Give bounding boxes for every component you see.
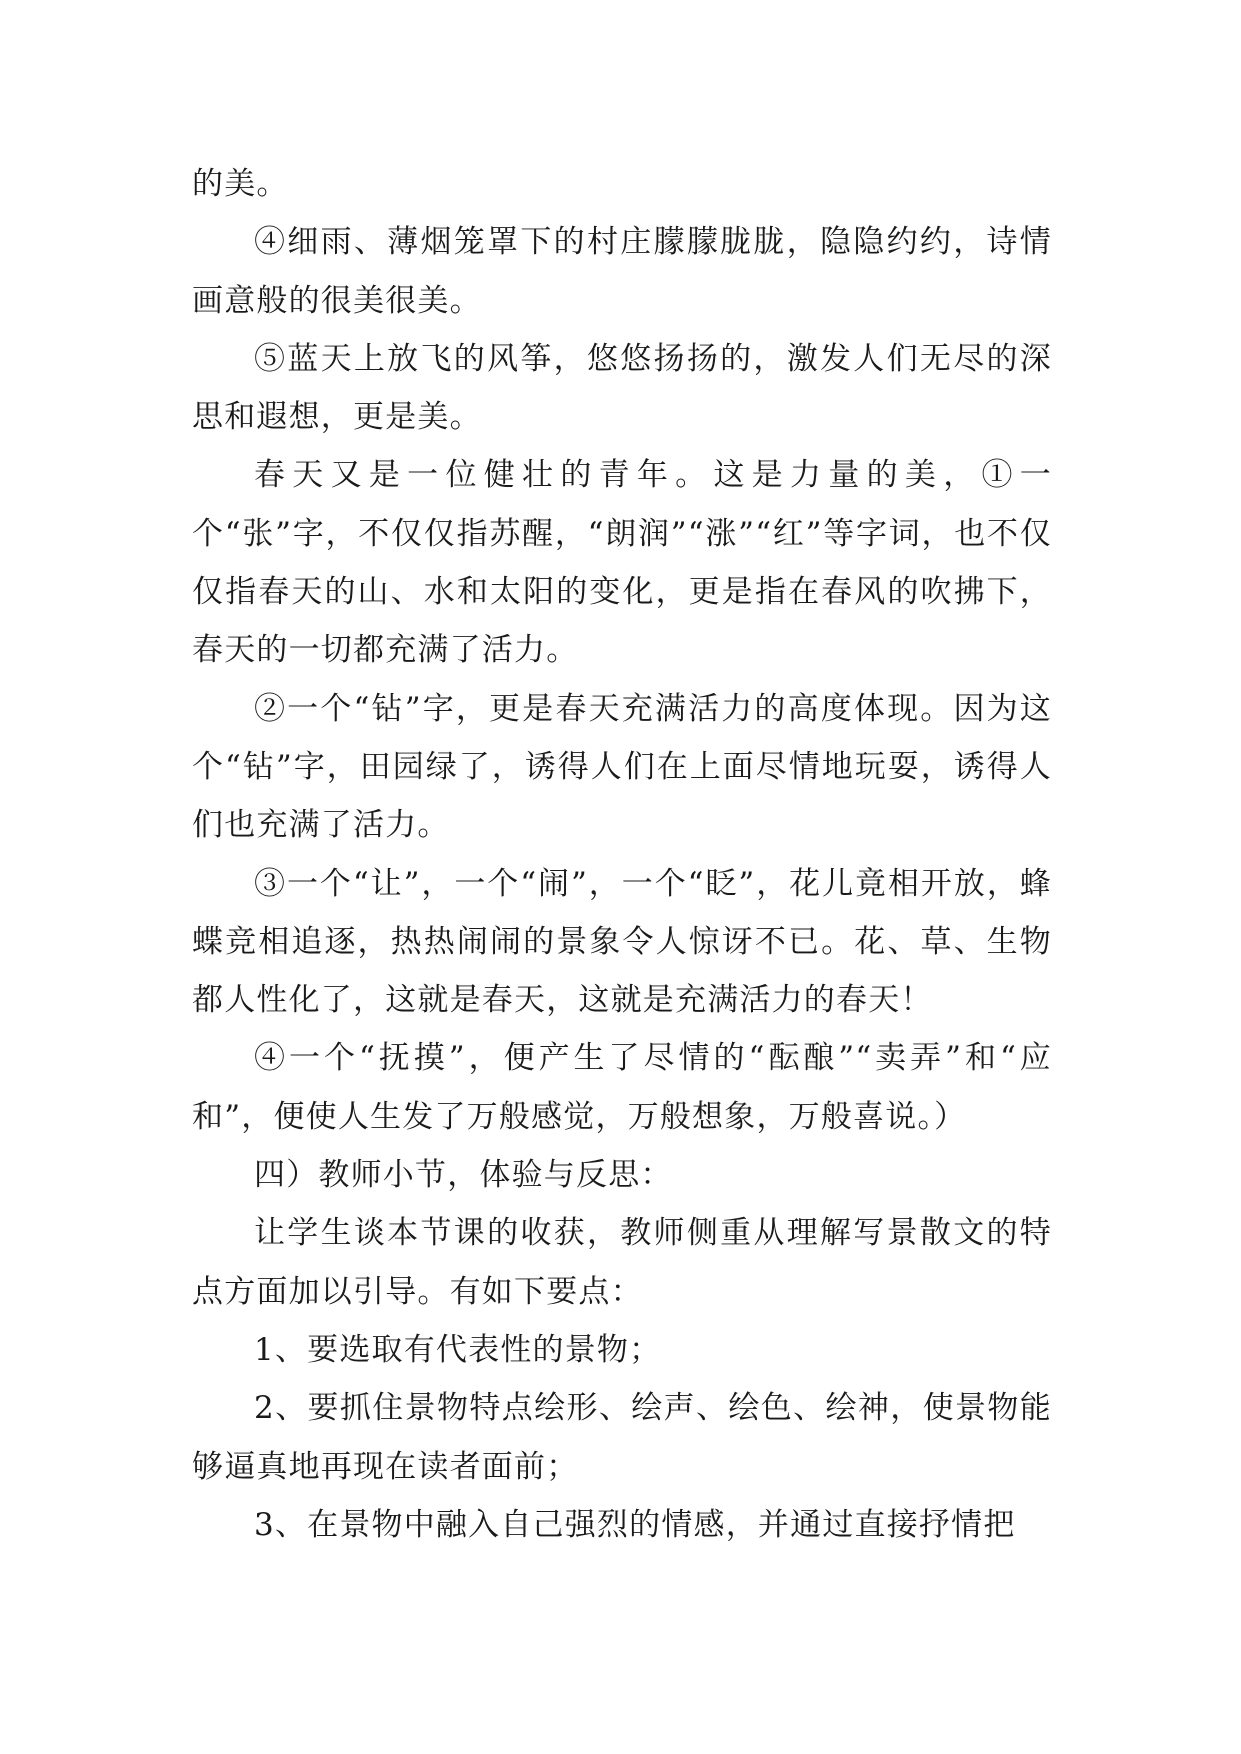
section-heading: 四）教师小节，体验与反思： (254, 1157, 673, 1194)
list-item-2: 2、要抓住景物特点绘形、绘声、绘色、绘神，使景物能够逼真地再现在读者面前； (192, 1390, 1052, 1485)
paragraph-5: ②一个“钻”字，更是春天充满活力的高度体现。因为这个“钻”字，田园绿了，诱得人们在上面尽情地玩耍，诱得人们也充满了活力。 (192, 690, 1052, 844)
paragraph-9: 让学生谈本节课的收获，教师侧重从理解写景散文的特点方面加以引导。有如下要点： (192, 1215, 1052, 1310)
paragraph-2: ④细雨、薄烟笼罩下的村庄朦朦胧胧，隐隐约约，诗情画意般的很美很美。 (192, 224, 1052, 319)
paragraph-6: ③一个“让”，一个“闹”，一个“眨”，花儿竟相开放，蜂蝶竞相追逐，热热闹闹的景象令人惊讶不已。花、草、生物都人性化了，这就是春天，这就是充满活力的春天！ (192, 865, 1052, 1019)
list-item-1: 1、要选取有代表性的景物； (254, 1331, 662, 1368)
paragraph-3: ⑤蓝天上放飞的风筝，悠悠扬扬的，激发人们无尽的深思和遐想，更是美。 (192, 340, 1052, 436)
paragraph-7: ④一个“抚摸”，便产生了尽情的“酝酿”“卖弄”和“应和”，便使人生发了万般感觉，万般想象，万般喜说。） (192, 1040, 1052, 1135)
list-item-3: 3、在景物中融入自己强烈的情感，并通过直接抒情把 (254, 1506, 1016, 1543)
paragraph-1: 的美。 (192, 166, 289, 202)
paragraph-4: 春天又是一位健壮的青年。这是力量的美，①一个“张”字，不仅仅指苏醒，“朗润”“涨”“红”等字词，也不仅仅指春天的山、水和太阳的变化，更是指在春风的吹拂下，春天的一切都充满了活力。 (192, 457, 1052, 669)
body-text (192, 155, 1052, 1554)
